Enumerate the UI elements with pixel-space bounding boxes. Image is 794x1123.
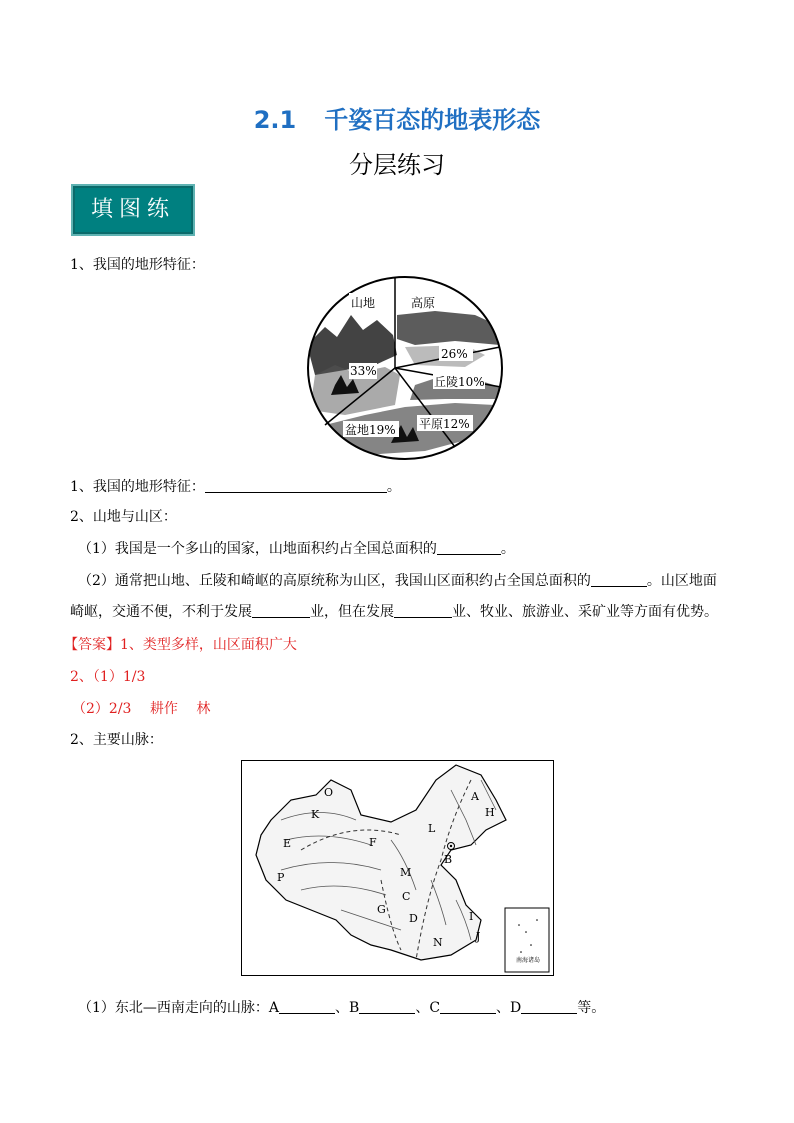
q2-2-line1 [78, 570, 717, 590]
q3-1-sep-b: 、B [335, 1000, 360, 1016]
q1-suffix: 。 [386, 479, 401, 495]
answer-line1 [64, 634, 297, 654]
china-mountain-map [241, 760, 554, 976]
q2-2-part2: 。山区地面 [646, 573, 717, 589]
q2-2-blank1[interactable] [591, 572, 647, 587]
map-label-f: F [369, 836, 377, 849]
inset-label: 南海诸岛 [515, 957, 541, 964]
q1-line [70, 476, 401, 496]
blank-d[interactable] [521, 999, 577, 1014]
q1-answer-blank[interactable] [205, 478, 387, 493]
pie-label-plain: 平原 [419, 417, 444, 431]
pie-value-mountain: 33% [350, 364, 377, 378]
pie-label-plateau: 高原 [411, 296, 436, 310]
pie-label-basin: 盆地 [345, 423, 370, 437]
blank-a[interactable] [279, 999, 335, 1014]
section-label-box: 填图练 [71, 184, 195, 236]
q3-1-line [78, 997, 605, 1017]
q2-1-line [78, 538, 515, 558]
q2-1-prefix: （1）我国是一个多山的国家，山地面积约占全国总面积的 [78, 541, 437, 557]
answer-tag: 【答案】 [64, 637, 120, 653]
map-label-m: M [400, 866, 412, 879]
q2-1-suffix: 。 [500, 541, 515, 557]
page-subtitle: 分层练习 [349, 151, 445, 179]
pie-value-plateau: 26% [441, 347, 468, 361]
pie-label-hill: 丘陵 [434, 375, 459, 389]
answer-line2: 2、（1）1/3 [70, 669, 146, 685]
section-number: 2.1 [253, 106, 297, 134]
map-label-p: P [277, 871, 285, 884]
q2-2-part3: 崎岖，交通不便，不利于发展 [70, 604, 252, 620]
pie-value-hill: 10% [458, 375, 485, 389]
map-label-b: B [444, 853, 453, 866]
blank-b[interactable] [359, 999, 415, 1014]
map-label-c: C [402, 890, 411, 903]
q3-1-suffix: 等。 [577, 1000, 606, 1016]
map-label-h: H [485, 806, 495, 819]
q2-2-part4: 业，但在发展 [310, 604, 394, 620]
q2-heading: 2、山地与山区： [70, 509, 177, 525]
map-label-o: O [324, 786, 334, 799]
map-label-i: I [469, 910, 474, 923]
q2-1-blank[interactable] [437, 540, 501, 555]
answer-line3: （2）2/3 耕作 林 [72, 701, 211, 717]
map-label-k: K [311, 808, 320, 821]
q1-heading: 1、我国的地形特征： [70, 257, 205, 273]
q3-1-sep-d: 、D [496, 1000, 522, 1016]
q2-2-part1: （2）通常把山地、丘陵和崎岖的高原统称为山区，我国山区面积约占全国总面积的 [78, 573, 591, 589]
q2-2-blank3[interactable] [394, 603, 452, 618]
map-label-g: G [377, 903, 386, 916]
answer-text1: 1、类型多样，山区面积广大 [120, 637, 297, 653]
q2-2-blank2[interactable] [252, 603, 310, 618]
page-title [0, 100, 794, 135]
q3-heading: 2、主要山脉： [70, 732, 163, 748]
map-label-j: J [476, 930, 481, 943]
q2-2-line2 [70, 601, 718, 621]
map-label-d: D [409, 912, 418, 925]
blank-c[interactable] [440, 999, 496, 1014]
map-label-n: N [433, 936, 443, 949]
q3-1-sep-c: 、C [415, 1000, 441, 1016]
pie-value-plain: 12% [443, 417, 470, 431]
pie-label-mountain: 山地 [351, 296, 376, 310]
q3-1-prefix: （1）东北—西南走向的山脉：A [78, 1000, 280, 1016]
terrain-pie-figure [305, 275, 505, 465]
q2-2-part5: 业、牧业、旅游业、采矿业等方面有优势。 [452, 604, 718, 620]
map-label-e: E [283, 837, 292, 850]
title-text: 千姿百态的地表形态 [324, 106, 541, 134]
map-label-a: A [471, 790, 479, 803]
q1-prefix: 1、我国的地形特征： [70, 479, 205, 495]
pie-value-basin: 19% [369, 423, 396, 437]
map-label-l: L [428, 822, 436, 835]
